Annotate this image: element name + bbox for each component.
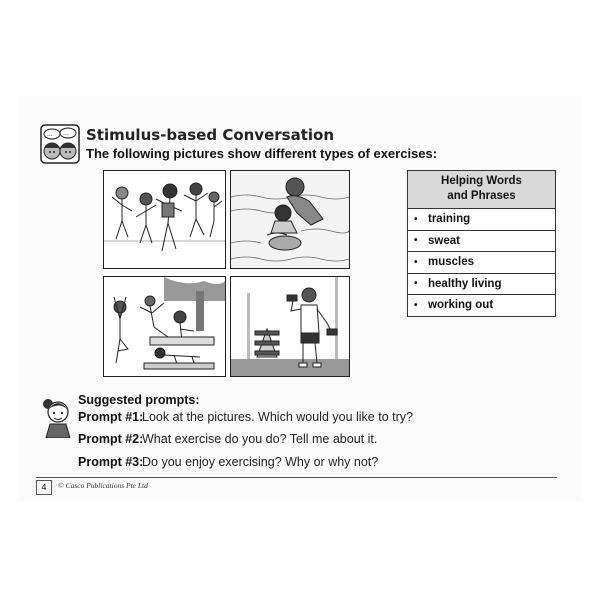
prompt-text: Do you enjoy exercising? Why or why not? (142, 455, 379, 469)
girl-avatar-icon (36, 394, 76, 438)
dancing-group-icon (104, 171, 225, 268)
dancing-group-picture (103, 170, 226, 269)
prompt-row (78, 432, 377, 446)
prompt-label: Prompt #2: (78, 432, 144, 446)
bullet-icon: • (414, 213, 418, 225)
yoga-class-icon (104, 277, 225, 376)
copyright-text: © Casco Publications Pte Ltd (58, 481, 148, 490)
page-subtitle: The following pictures show different types of exercises: (86, 146, 438, 161)
prompt-row (78, 455, 378, 469)
bullet-icon: • (414, 278, 418, 290)
page-title: Stimulus-based Conversation (86, 126, 335, 144)
yoga-class-picture (103, 276, 226, 377)
helping-words-table (407, 170, 556, 317)
swimming-lesson-icon (231, 171, 349, 268)
page-number: 4 (36, 480, 52, 495)
bullet-icon: • (414, 235, 418, 247)
bullet-icon: • (414, 256, 418, 268)
bullet-icon: • (414, 299, 418, 311)
prompt-row (78, 410, 413, 424)
conversation-badge-icon (40, 124, 80, 164)
dumbbell-workout-picture (230, 276, 350, 377)
dumbbell-workout-icon (231, 277, 349, 376)
helping-word-item: • working out (414, 299, 494, 312)
helping-word-item: • healthy living (408, 274, 555, 296)
helping-word-item: • sweat (408, 231, 555, 253)
helping-word-item: • training (408, 209, 555, 231)
helping-words-heading: Helping Words and Phrases (408, 171, 555, 209)
suggested-prompts-heading: Suggested prompts: (78, 393, 200, 407)
swimming-lesson-picture (230, 170, 350, 269)
prompt-label: Prompt #1: (78, 410, 144, 424)
footer-divider (36, 477, 557, 478)
helping-word-item: • muscles (408, 252, 555, 274)
prompt-text: Look at the pictures. Which would you like to try? (142, 410, 413, 424)
prompt-label: Prompt #3: (78, 455, 144, 469)
prompt-text: What exercise do you do? Tell me about it. (142, 432, 378, 446)
svg-text:...: ... (47, 131, 53, 138)
svg-text:...: ... (63, 130, 69, 137)
